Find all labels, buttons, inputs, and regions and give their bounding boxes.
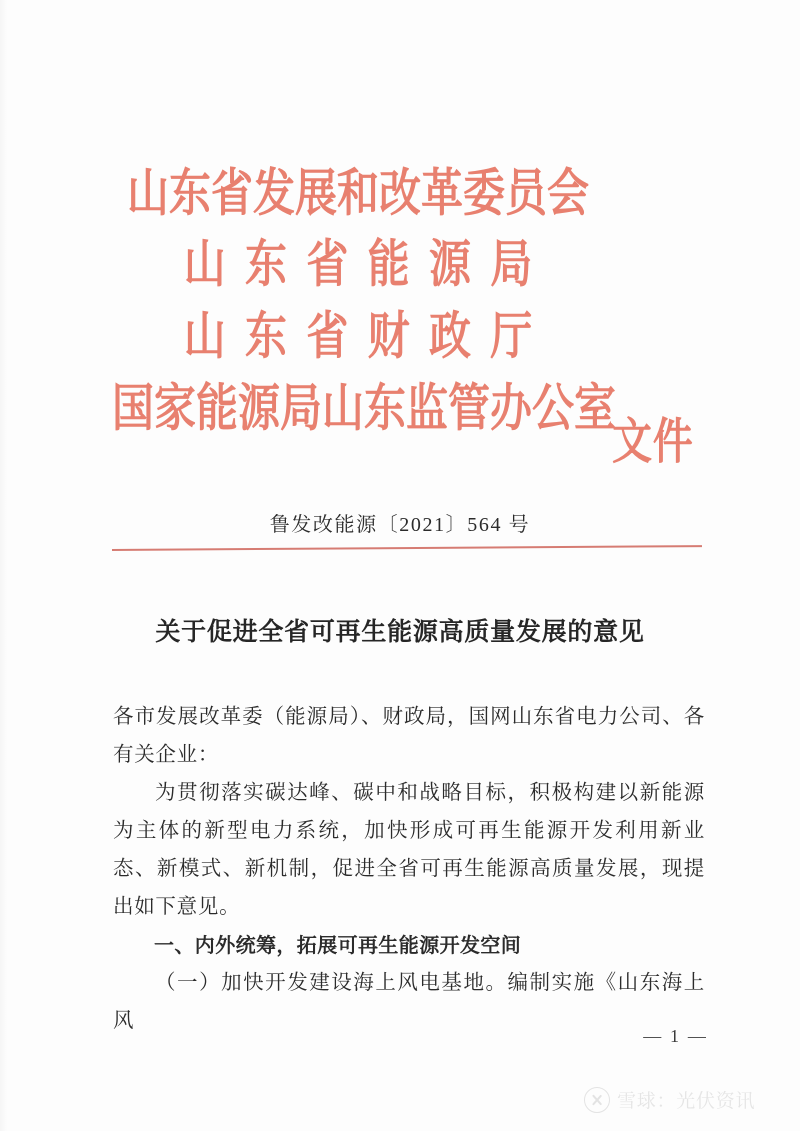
page-title: 关于促进全省可再生能源高质量发展的意见	[155, 617, 645, 646]
watermark-label: 雪球：光伏资讯	[617, 1090, 756, 1112]
addressee-line: 各市发展改革委（能源局）、财政局，国网山东省电力公司、各有关企业：	[113, 706, 705, 766]
masthead-agency-lines	[112, 150, 617, 438]
section-heading-1: 一、内外统筹，拓展可再生能源开发空间	[154, 933, 522, 957]
masthead-line-4: 国家能源局山东监管办公室	[112, 377, 617, 438]
document-number: 鲁发改能源〔2021〕564 号	[269, 514, 531, 536]
section-1-item-1: （一）加快开发建设海上风电基地。编制实施《山东海上风	[113, 972, 705, 1032]
xueqiu-logo-icon	[584, 1087, 610, 1113]
document-body	[113, 698, 705, 1040]
red-separator-rule	[112, 545, 702, 551]
masthead	[0, 150, 800, 471]
page-number: — 1 —	[643, 1026, 708, 1046]
masthead-line-1: 山东省发展和改革委员会	[126, 162, 589, 223]
masthead-line-2: 山东省能源局	[183, 233, 552, 294]
masthead-document-label: 文件	[612, 412, 694, 471]
masthead-line-3: 山东省财政厅	[183, 305, 552, 366]
watermark	[584, 1086, 755, 1113]
body-paragraph-1: 为贯彻落实碳达峰、碳中和战略目标，积极构建以新能源为主体的新型电力系统，加快形成可再生能源开发利用新业态、新模式、新机制，促进全省可再生能源高质量发展，现提出如下意见。	[113, 782, 705, 918]
